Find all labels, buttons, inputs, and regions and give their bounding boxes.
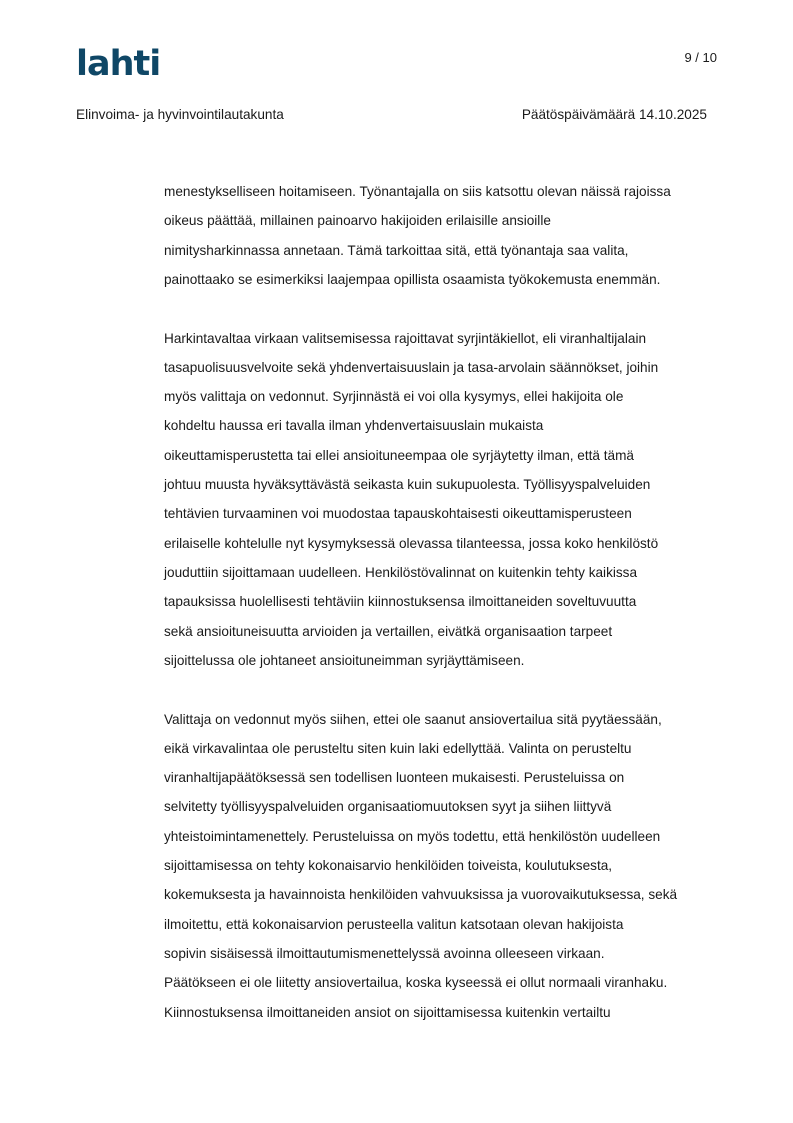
text-line: nimitysharkinnassa annetaan. Tämä tarkoittaa sitä, että työnantaja saa valita, xyxy=(164,242,629,258)
lahti-logo: lahti xyxy=(76,44,161,84)
text-line: sopivin sisäisessä ilmoittautumismenettelyssä avoinna olleeseen virkaan. xyxy=(164,945,605,961)
text-line: yhteistoimintamenettely. Perusteluissa on myös todettu, että henkilöstön uudelleen xyxy=(164,828,661,844)
text-line: sijoittelussa ole johtaneet ansioituneimman syrjäyttämiseen. xyxy=(164,652,525,668)
text-line: oikeuttamisperustetta tai ellei ansioituneempaa ole syrjäytetty ilman, että tämä xyxy=(164,447,634,463)
text-line: jouduttiin sijoittamaan uudelleen. Henkilöstövalinnat on kuitenkin tehty kaikissa xyxy=(164,564,638,580)
text-line: Päätökseen ei ole liitetty ansiovertailua, koska kyseessä ei ollut normaali viranhaku. xyxy=(164,975,668,991)
text-line: johtuu muusta hyväksyttävästä seikasta kuin sukupuolesta. Työllisyyspalveluiden xyxy=(164,477,651,493)
text-line: kohdeltu haussa eri tavalla ilman yhdenvertaisuuslain mukaista xyxy=(164,418,544,434)
text-line: Valittaja on vedonnut myös siihen, ettei ole saanut ansiovertailua sitä pyytäessään, xyxy=(164,711,662,727)
text-line: sijoittamisessa on tehty kokonaisarvio henkilöiden toiveista, koulutuksesta, xyxy=(164,858,613,874)
text-line: tapauksissa huolellisesti tehtäviin kiinnostuksensa ilmoittaneiden soveltuvuutta xyxy=(164,594,637,610)
committee-name: Elinvoima- ja hyvinvointilautakunta xyxy=(76,107,284,122)
text-line: Harkintavaltaa virkaan valitsemisessa rajoittavat syrjintäkiellot, eli viranhaltijalain xyxy=(164,330,647,346)
text-line: sekä ansioituneisuutta arvioiden ja vertaillen, eivätkä organisaation tarpeet xyxy=(164,623,613,639)
text-line: kokemuksesta ja havainnoista henkilöiden vahvuuksissa ja vuorovaikutuksessa, sekä xyxy=(164,887,678,903)
decision-date: Päätöspäivämäärä 14.10.2025 xyxy=(521,107,707,122)
paragraph-3 xyxy=(164,705,724,1027)
text-line: menestykselliseen hoitamiseen. Työnantajalla on siis katsottu olevan näissä rajoissa xyxy=(164,184,671,199)
text-line: eikä virkavalintaa ole perusteltu siten kuin laki edellyttää. Valinta on perusteltu xyxy=(164,740,632,756)
text-line: ilmoitettu, että kokonaisarvion perusteella valitun katsotaan olevan hakijoista xyxy=(164,916,624,932)
text-line: Kiinnostuksensa ilmoittaneiden ansiot on sijoittamisessa kuitenkin vertailtu xyxy=(164,1004,611,1020)
text-line: myös valittaja on vedonnut. Syrjinnästä ei voi olla kysymys, ellei hakijoita ole xyxy=(164,389,624,405)
document-body xyxy=(164,177,724,1056)
text-line: erilaiselle kohtelulle nyt kysymyksessä olevassa tilanteessa, jossa koko henkilöstö xyxy=(164,535,659,551)
text-line: painottaako se esimerkiksi laajempaa opillista osaamista työkokemusta enemmän. xyxy=(164,271,661,287)
paragraph-2 xyxy=(164,324,724,676)
page-number: 9 / 10 xyxy=(684,50,717,65)
text-line: tasapuolisuusvelvoite sekä yhdenvertaisuuslain ja tasa-arvolain säännökset, joihin xyxy=(164,359,659,375)
text-line: selvitetty työllisyyspalveluiden organisaatiomuutoksen syyt ja siihen liittyvä xyxy=(164,799,612,815)
text-line: oikeus päättää, millainen painoarvo hakijoiden erilaisille ansioille xyxy=(164,213,551,229)
paragraph-1 xyxy=(164,177,724,294)
text-line: tehtävien turvaaminen voi muodostaa tapauskohtaisesti oikeuttamisperusteen xyxy=(164,506,632,522)
text-line: viranhaltijapäätöksessä sen todellisen luonteen mukaisesti. Perusteluissa on xyxy=(164,770,625,786)
